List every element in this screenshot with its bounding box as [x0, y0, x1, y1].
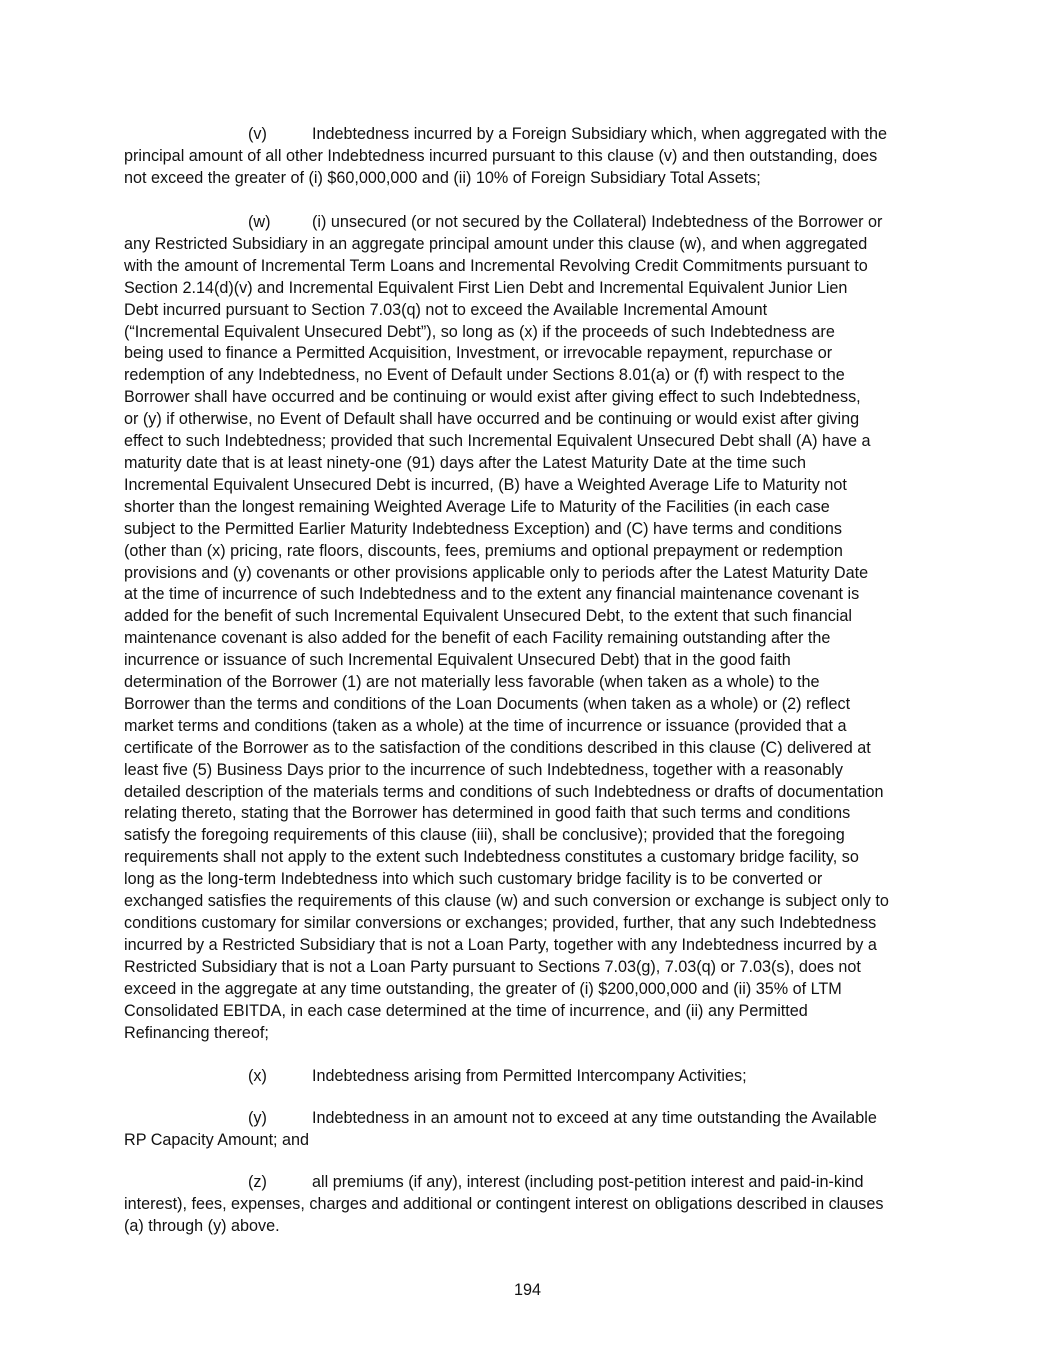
clause-text-line: (a) through (y) above.	[124, 1216, 280, 1235]
clause-text-line: certificate of the Borrower as to the satisfaction of the conditions described in this clause (C) delivered at	[124, 738, 871, 757]
clause-label: (x)	[248, 1067, 267, 1085]
clause-text-line: with the amount of Incremental Term Loans and Incremental Revolving Credit Commitments pursuant to	[124, 256, 868, 275]
clause-text-line: added for the benefit of such Incremental Equivalent Unsecured Debt, to the extent that such financial	[124, 607, 852, 626]
clause-text-line: not exceed the greater of (i) $60,000,000 and (ii) 10% of Foreign Subsidiary Total Assets;	[124, 168, 761, 187]
clause-text-line: incurred by a Restricted Subsidiary that is not a Loan Party, together with any Indebtedness incurred by a	[124, 935, 877, 954]
clause-text-line: (other than (x) pricing, rate floors, discounts, fees, premiums and optional prepayment or redemption	[124, 541, 843, 560]
clause-text-line: RP Capacity Amount; and	[124, 1130, 310, 1149]
clause-text-line: Borrower than the terms and conditions of the Loan Documents (when taken as a whole) or (2) reflect	[124, 694, 851, 713]
clause-text-line: redemption of any Indebtedness, no Event of Default under Sections 8.01(a) or (f) with respect to the	[124, 366, 845, 385]
clause-text-line: being used to finance a Permitted Acquisition, Investment, or irrevocable repayment, repurchase or	[124, 344, 833, 363]
clause-text-line: any Restricted Subsidiary in an aggregate principal amount under this clause (w), and when aggregated	[124, 234, 868, 253]
clause-text-line: or (y) if otherwise, no Event of Default shall have occurred and be continuing or would exist after giving	[124, 410, 860, 429]
clause-text-line: Indebtedness in an amount not to exceed at any time outstanding the Available	[312, 1109, 877, 1127]
clause-text-line: Refinancing thereof;	[124, 1023, 269, 1042]
clause-label: (z)	[248, 1173, 267, 1191]
clause-text-line: relating thereto, stating that the Borrower has determined in good faith that such terms and conditions	[124, 804, 851, 823]
clause-text-line: exceed in the aggregate at any time outstanding, the greater of (i) $200,000,000 and (ii) 35% of LTM	[124, 979, 842, 998]
clause-text-line: maintenance covenant is also added for the benefit of each Facility remaining outstanding after the	[124, 629, 831, 648]
clause-text-line: long as the long-term Indebtedness into which such customary bridge facility is to be converted or	[124, 870, 823, 889]
clause-text-line: at the time of incurrence of such Indebtedness and to the extent any financial maintenance covenant is	[124, 585, 860, 604]
clause-z	[124, 1172, 883, 1238]
clause-text-line: Debt incurred pursuant to Section 7.03(q) not to exceed the Available Incremental Amount	[124, 300, 768, 319]
clause-text-line: market terms and conditions (taken as a whole) at the time of incurrence or issuance (provided that a	[124, 716, 847, 735]
clause-text-line: satisfy the foregoing requirements of this clause (iii), shall be conclusive); provided that the foregoing	[124, 826, 845, 845]
clause-y	[124, 1108, 877, 1152]
clause-text-line: Borrower shall have occurred and be continuing or would exist after giving effect to such Indebtedness,	[124, 388, 861, 407]
clause-text-line: principal amount of all other Indebtedness incurred pursuant to this clause (v) and then outstanding, does	[124, 146, 878, 165]
clause-text-line: conditions customary for similar conversions or exchanges; provided, further, that any such Indebtedness	[124, 914, 877, 932]
clause-text-line: provisions and (y) covenants or other provisions applicable only to periods after the Latest Maturity Date	[124, 563, 869, 582]
clause-text-line: Incremental Equivalent Unsecured Debt is incurred, (B) have a Weighted Average Life to Maturity not	[124, 475, 847, 494]
clause-text-line: requirements shall not apply to the extent such Indebtedness constitutes a customary bridge facility, so	[124, 848, 859, 867]
clause-text-line: Section 2.14(d)(v) and Incremental Equivalent First Lien Debt and Incremental Equivalent Junior Lien	[124, 278, 848, 297]
clause-text-line: detailed description of the materials terms and conditions of such Indebtedness or drafts of documentation	[124, 782, 884, 801]
clause-text-line: Indebtedness incurred by a Foreign Subsidiary which, when aggregated with the	[312, 125, 888, 143]
clause-label: (w)	[248, 213, 271, 231]
clause-text-line: Consolidated EBITDA, in each case determined at the time of incurrence, and (ii) any Permitted	[124, 1001, 808, 1020]
clause-text-line: shorter than the longest remaining Weighted Average Life to Maturity of the Facilities (in each case	[124, 497, 830, 516]
clause-text-line: (“Incremental Equivalent Unsecured Debt”), so long as (x) if the proceeds of such Indebtedness are	[124, 322, 835, 341]
clause-text-line: least five (5) Business Days prior to the incurrence of such Indebtedness, together with a reasonably	[124, 760, 843, 779]
clause-text-line: determination of the Borrower (1) are not materially less favorable (when taken as a whole) to the	[124, 673, 820, 692]
clause-text-line: maturity date that is at least ninety-one (91) days after the Latest Maturity Date at the time such	[124, 453, 807, 472]
clause-text-line: interest), fees, expenses, charges and additional or contingent interest on obligations described in clauses	[124, 1194, 884, 1213]
clause-text-line: effect to such Indebtedness; provided that such Incremental Equivalent Unsecured Debt shall (A) have a	[124, 432, 871, 451]
clause-text-line: Restricted Subsidiary that is not a Loan Party pursuant to Sections 7.03(g), 7.03(q) or 7.03(s), does not	[124, 957, 861, 976]
clause-label: (y)	[248, 1109, 267, 1127]
clause-text-line: subject to the Permitted Earlier Maturity Indebtedness Exception) and (C) have terms and conditions	[124, 519, 843, 538]
clause-w	[124, 212, 889, 1044]
clause-v	[124, 124, 887, 190]
clause-text-line: exchanged satisfies the requirements of this clause (w) and such conversion or exchange is subject only to	[124, 892, 889, 911]
clause-text-line: all premiums (if any), interest (including post-petition interest and paid-in-kind	[312, 1173, 864, 1191]
clause-label: (v)	[248, 125, 267, 143]
clause-text-line: (i) unsecured (or not secured by the Collateral) Indebtedness of the Borrower or	[312, 213, 883, 231]
clause-x	[124, 1066, 747, 1088]
page-number: 194	[513, 1281, 541, 1299]
clause-text-line: incurrence or issuance of such Incremental Equivalent Unsecured Debt) that in the good faith	[124, 651, 791, 670]
clause-text-line: Indebtedness arising from Permitted Intercompany Activities;	[312, 1067, 747, 1085]
